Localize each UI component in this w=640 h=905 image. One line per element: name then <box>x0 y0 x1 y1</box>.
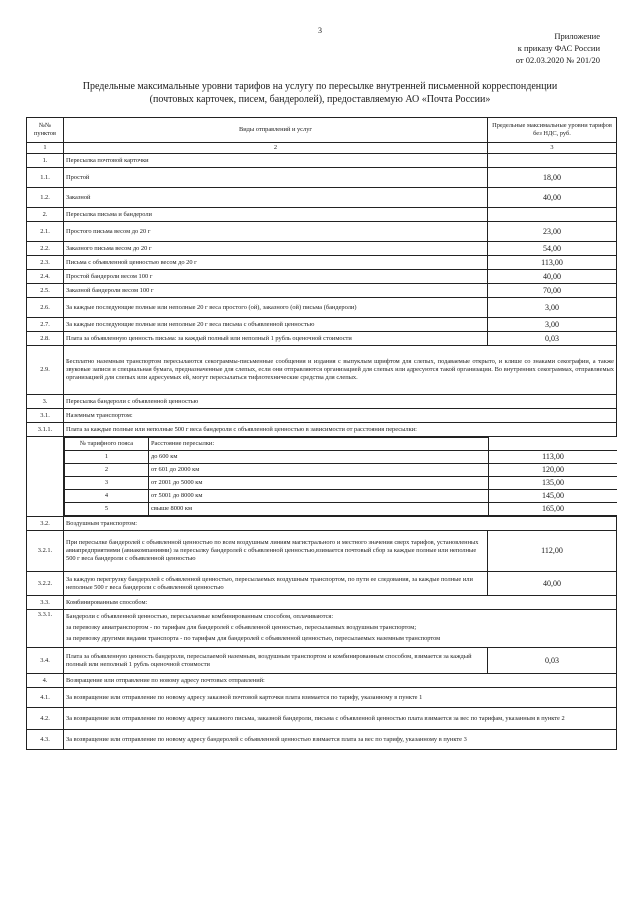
row-num: 2.2. <box>27 242 64 256</box>
row-num: 4.2. <box>27 708 64 730</box>
row-value: 3,00 <box>488 298 617 318</box>
row-num: 1.2. <box>27 188 64 208</box>
row-text: Наземным транспортом: <box>64 409 617 423</box>
annex-line: от 02.03.2020 № 201/20 <box>515 55 600 65</box>
page-number: 3 <box>318 26 322 35</box>
row-num: 3.2.2. <box>27 572 64 596</box>
zones-row <box>27 437 617 517</box>
row-value: 23,00 <box>488 222 617 242</box>
column-number: 2 <box>64 143 488 154</box>
row-text: За возвращение или отправление по новому адресу заказной почтовой карточки плата взимается по тарифу, указанному в пункте 1 <box>64 688 617 708</box>
table-row <box>27 708 617 730</box>
column-number-row <box>27 143 617 154</box>
row-text: За каждую перегрузку бандеролей с объявленной ценностью, пересылаемых воздушным транспортом, по пути ее следования, за каждые полные или неполные 500 г веса бандероли с объявленной ценностью <box>64 572 488 596</box>
row-num: 3.4. <box>27 648 64 674</box>
annex-header <box>516 30 600 66</box>
row-text-line: за перевозку другими видами транспорта - по тарифам для бандеролей с объявленной ценностью, пересылаемых наземным транспортом <box>66 635 441 642</box>
table-row <box>27 648 617 674</box>
row-text: Заказной бандероли весом 100 г <box>64 284 488 298</box>
row-num: 2.7. <box>27 318 64 332</box>
table-row <box>27 318 617 332</box>
table-row <box>27 517 617 531</box>
row-value: 0,03 <box>488 648 617 674</box>
header-price: Предельные максимальные уровни тарифов без НДС, руб. <box>488 118 617 143</box>
zone-distance: от 5001 до 8000 км <box>149 490 489 503</box>
zone-value: 145,00 <box>489 490 617 503</box>
table-row <box>27 610 617 648</box>
annex-line: Приложение <box>554 31 600 41</box>
table-header-row <box>27 118 617 143</box>
row-num: 1. <box>27 154 64 168</box>
row-value: 40,00 <box>488 270 617 284</box>
table-row <box>27 596 617 610</box>
row-num: 3.3. <box>27 596 64 610</box>
row-num: 2.8. <box>27 332 64 346</box>
row-value: 70,00 <box>488 284 617 298</box>
row-num: 2.1. <box>27 222 64 242</box>
table-row <box>27 222 617 242</box>
table-row <box>27 572 617 596</box>
row-text: За возвращение или отправление по новому адресу заказного письма, заказной бандероли, письма с объявленной ценностью плата взимается за вес по тарифам, указанным в пункте 2 <box>64 708 617 730</box>
row-value: 40,00 <box>488 572 617 596</box>
row-text: Комбинированным способом: <box>64 596 617 610</box>
row-num: 2.3. <box>27 256 64 270</box>
table-row <box>27 531 617 572</box>
row-text: Заказного письма весом до 20 г <box>64 242 488 256</box>
zone-header: № тарифного пояса <box>65 438 149 451</box>
title-line: Предельные максимальные уровни тарифов на услугу по пересылке внутренней письменной корреспонденции <box>82 81 558 92</box>
row-value: 0,03 <box>488 332 617 346</box>
row-num: 3.1. <box>27 409 64 423</box>
row-text: Заказной <box>64 188 488 208</box>
row-text: Плата за объявленную ценность письма: за каждый полный или неполный 1 рубль оценочной стоимости <box>64 332 488 346</box>
row-num: 3.3.1. <box>27 610 64 648</box>
row-value: 18,00 <box>488 168 617 188</box>
table-row <box>27 168 617 188</box>
zone-distance: до 600 км <box>149 451 489 464</box>
header-num: №№ пунктов <box>27 118 64 143</box>
row-num: 3.2. <box>27 517 64 531</box>
row-text: Простой бандероли весом 100 г <box>64 270 488 284</box>
row-text: Пересылка бандероли с объявленной ценностью <box>64 395 617 409</box>
zone-distance: от 601 до 2000 км <box>149 464 489 477</box>
table-row <box>27 298 617 318</box>
table-row <box>27 395 617 409</box>
table-row <box>27 346 617 395</box>
table-row <box>27 423 617 437</box>
zone-value: 113,00 <box>489 451 617 464</box>
table-row <box>27 730 617 750</box>
zone-number: 1 <box>65 451 149 464</box>
zone-row <box>65 503 617 516</box>
column-number: 3 <box>488 143 617 154</box>
row-text: Пересылка письма и бандероли <box>64 208 488 222</box>
row-num: 2.6. <box>27 298 64 318</box>
row-text: При пересылке бандеролей с объявленной ценностью по всем воздушным линиям магистрального и местного значения сверх тарифов, установленных авиапредприятиями (авиакомпаниями) за пересылку бандеролей с объявленной ценностью,взимается почтовый сбор за каждые полные или неполные 500 г веса бандероли с объявленной ценностью <box>64 531 488 572</box>
table-row <box>27 284 617 298</box>
tariff-table <box>26 117 617 750</box>
zone-value: 120,00 <box>489 464 617 477</box>
row-num: 4.1. <box>27 688 64 708</box>
table-row <box>27 208 617 222</box>
row-text: Плата за объявленную ценность бандероли, пересылаемой наземным, воздушным транспортом и комбинированным способом, взимается за каждый полный или неполный 1 рубль оценочной стоимости <box>64 648 488 674</box>
row-text: За каждые последующие полные или неполные 20 г веса простого (ой), заказного (ой) письма (бандероли) <box>64 298 488 318</box>
table-row <box>27 242 617 256</box>
row-text <box>64 610 617 648</box>
zone-number: 4 <box>65 490 149 503</box>
zone-row <box>65 464 617 477</box>
row-text: За каждые последующие полные или неполные 20 г веса письма с объявленной ценностью <box>64 318 488 332</box>
row-text: Плата за каждые полные или неполные 500 г веса бандероли с объявленной ценностью в зависимости от расстояния пересылки: <box>64 423 617 437</box>
row-num: 3. <box>27 395 64 409</box>
zones-table <box>64 437 617 516</box>
row-value <box>488 208 617 222</box>
zone-value: 135,00 <box>489 477 617 490</box>
row-text: Воздушным транспортом: <box>64 517 617 531</box>
zone-distance: от 2001 до 5000 км <box>149 477 489 490</box>
row-value: 113,00 <box>488 256 617 270</box>
zone-number: 3 <box>65 477 149 490</box>
distance-header: Расстояние пересылки: <box>149 438 489 451</box>
row-num: 1.1. <box>27 168 64 188</box>
row-num: 3.2.1. <box>27 531 64 572</box>
table-row <box>27 674 617 688</box>
zone-distance: свыше 8000 км <box>149 503 489 516</box>
row-value: 54,00 <box>488 242 617 256</box>
table-row <box>27 409 617 423</box>
row-value <box>488 154 617 168</box>
row-num: 2.5. <box>27 284 64 298</box>
zone-row <box>65 451 617 464</box>
row-text: Письма с объявленной ценностью весом до 20 г <box>64 256 488 270</box>
row-value: 40,00 <box>488 188 617 208</box>
table-row <box>27 188 617 208</box>
row-text-line: за перевозку авиатранспортом - по тарифам для бандеролей с объявленной ценностью, пересылаемых воздушным транспортом; <box>66 624 417 631</box>
row-num: 2. <box>27 208 64 222</box>
row-num: 4. <box>27 674 64 688</box>
row-num: 4.3. <box>27 730 64 750</box>
row-text: Возвращение или отправление по новому адресу почтовых отправлений: <box>64 674 617 688</box>
row-value: 3,00 <box>488 318 617 332</box>
zones-cell <box>64 437 617 517</box>
row-text: За возвращение или отправление по новому адресу бандеролей с объявленной ценностью взимается плата за вес по тарифу, указанному в пункте 3 <box>64 730 617 750</box>
zone-value: 165,00 <box>489 503 617 516</box>
annex-line: к приказу ФАС России <box>517 43 600 53</box>
row-text: Пересылка почтовой карточки <box>64 154 488 168</box>
document-title <box>40 80 600 106</box>
row-text: Простого письма весом до 20 г <box>64 222 488 242</box>
zone-row <box>65 490 617 503</box>
zone-number: 5 <box>65 503 149 516</box>
row-num: 2.4. <box>27 270 64 284</box>
zones-header <box>65 438 617 451</box>
zone-row <box>65 477 617 490</box>
row-text-line: Бандероли с объявленной ценностью, пересылаемые комбинированным способом, оплачиваются: <box>66 613 334 620</box>
table-row <box>27 270 617 284</box>
row-text: Бесплатно наземным транспортом пересылаются секограммы-письменные сообщения и издания с выпуклым шрифтом для слепых, подаваемые открыто, и клише со знаками секографии, а также звуковые записи и специальная бумага, предназначенные для слепых, если они отправляются организацией для слепых или адресуются такой организации. Во внутренних секограммах, отправляемых организацией для слепых или адресуемых ей, могут пересылаться тифлотехнические средства для слепых. <box>64 346 617 395</box>
row-num: 3.1.1. <box>27 423 64 437</box>
column-number: 1 <box>27 143 64 154</box>
table-row <box>27 256 617 270</box>
header-kind: Виды отправлений и услуг <box>64 118 488 143</box>
row-num: 2.9. <box>27 346 64 395</box>
row-value: 112,00 <box>488 531 617 572</box>
table-row <box>27 154 617 168</box>
zone-number: 2 <box>65 464 149 477</box>
table-row <box>27 688 617 708</box>
table-row <box>27 332 617 346</box>
title-line: (почтовых карточек, писем, бандеролей), предоставляемую АО «Почта России» <box>149 94 491 105</box>
row-text: Простой <box>64 168 488 188</box>
